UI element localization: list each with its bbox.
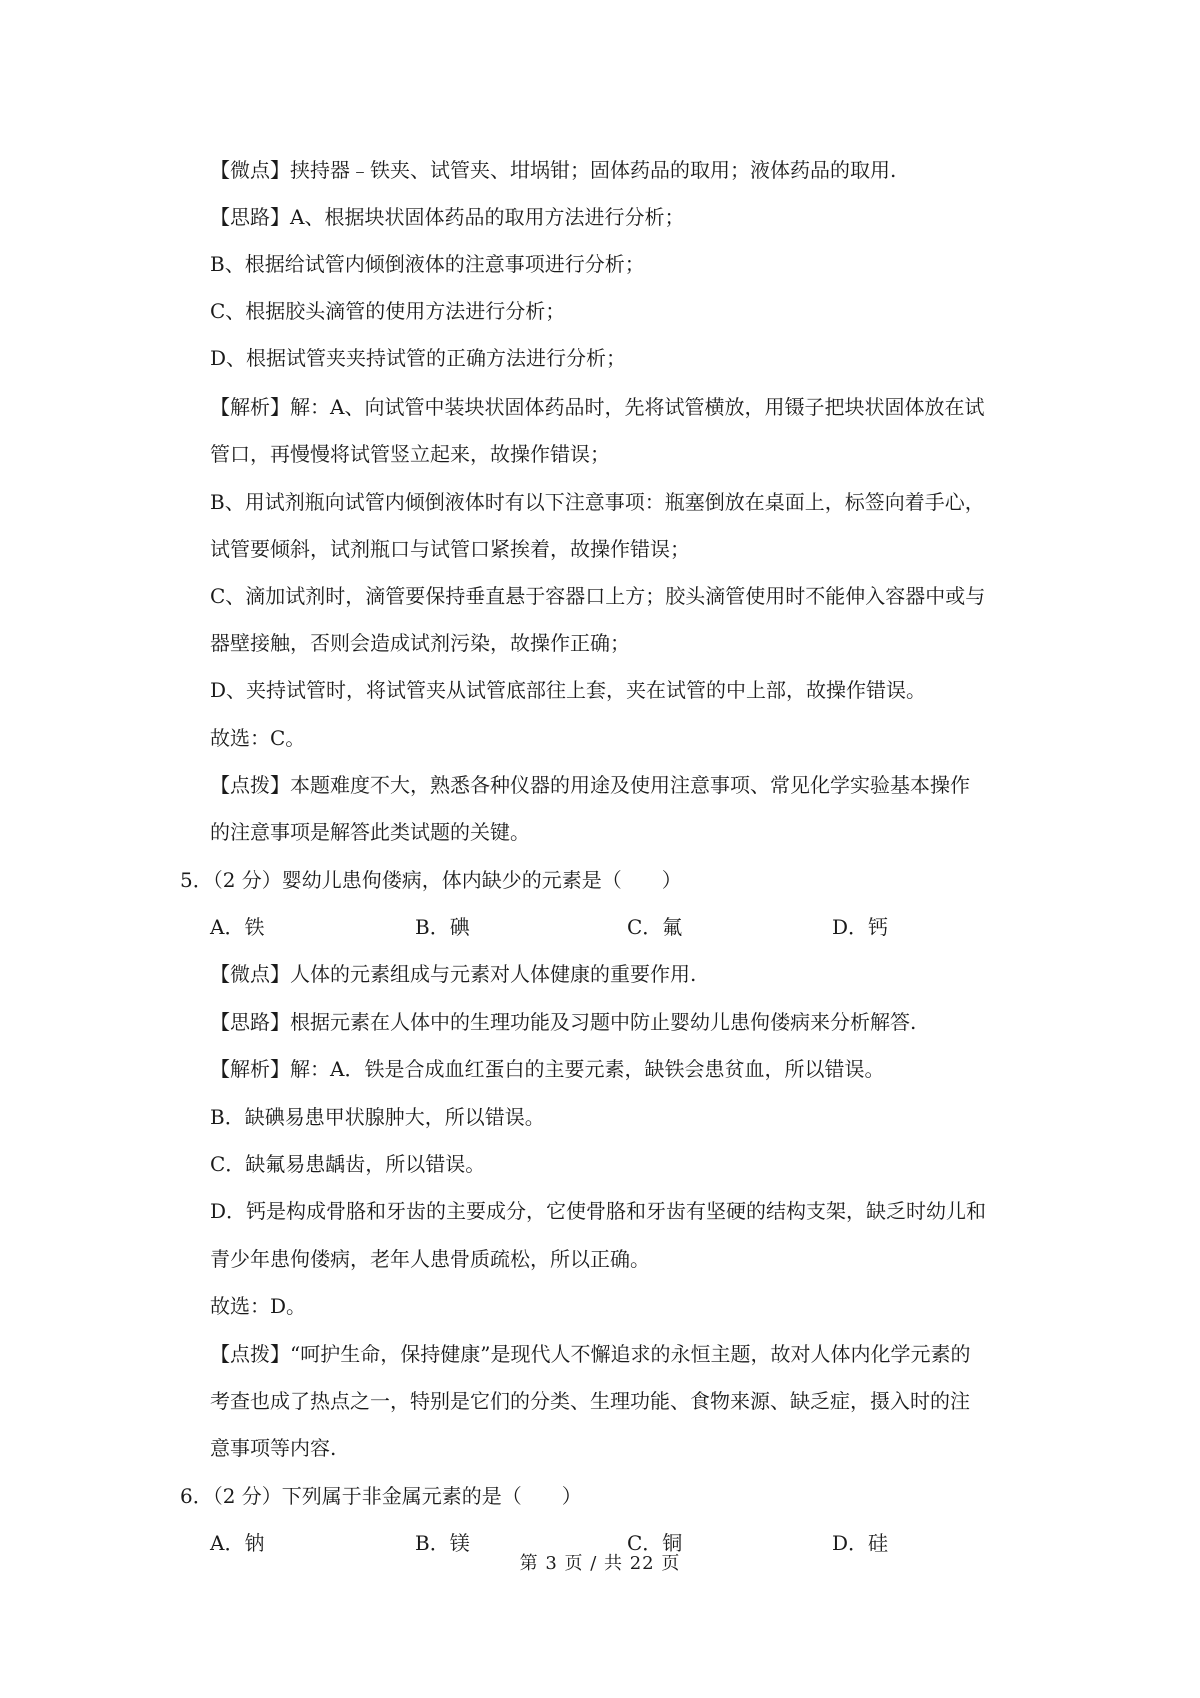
q4-jiexi-6: 器壁接触，否则会造成试剂污染，故操作正确； [210, 631, 630, 655]
q4-silu-c: C、根据胶头滴管的使用方法进行分析； [210, 299, 566, 323]
q5-dianbo-3: 意事项等内容. [210, 1436, 337, 1460]
q4-jiexi-7: D、夹持试管时，将试管夹从试管底部往上套，夹在试管的中上部，故操作错误。 [210, 678, 927, 702]
q4-jiexi-4: 试管要倾斜，试剂瓶口与试管口紧挨着，故操作错误； [210, 537, 690, 561]
q5-option-d: D．钙 [832, 915, 889, 939]
q5-stem: 5．（2 分）婴幼儿患佝偻病，体内缺少的元素是（ ） [180, 868, 682, 892]
q5-jiexi-4: D．钙是构成骨胳和牙齿的主要成分，它使骨胳和牙齿有坚硬的结构支架，缺乏时幼儿和 [210, 1199, 987, 1223]
q5-dianbo-2: 考查也成了热点之一，特别是它们的分类、生理功能、食物来源、缺乏症，摄入时的注 [210, 1389, 970, 1413]
q4-silu-d: D、根据试管夹夹持试管的正确方法进行分析； [210, 346, 627, 370]
q5-answer: 故选：D。 [210, 1294, 307, 1318]
q4-jiexi-2: 管口，再慢慢将试管竖立起来，故操作错误； [210, 442, 610, 466]
q6-option-a: A．钠 [210, 1531, 265, 1555]
q5-option-a: A．铁 [210, 915, 265, 939]
q4-jiexi-3: B、用试剂瓶向试管内倾倒液体时有以下注意事项：瓶塞倒放在桌面上，标签向着手心， [210, 490, 985, 514]
q6-option-c: C．铜 [627, 1531, 683, 1555]
q5-dianbo-1: 【点拨】“呵护生命，保持健康”是现代人不懈追求的永恒主题，故对人体内化学元素的 [210, 1342, 971, 1366]
q4-jiexi-5: C、滴加试剂时，滴管要保持垂直悬于容器口上方；胶头滴管使用时不能伸入容器中或与 [210, 584, 986, 608]
q5-jiexi-2: B．缺碘易患甲状腺肿大，所以错误。 [210, 1105, 545, 1129]
q5-silu: 【思路】根据元素在人体中的生理功能及习题中防止婴幼儿患佝偻病来分析解答. [210, 1010, 917, 1034]
q5-weidian: 【微点】人体的元素组成与元素对人体健康的重要作用. [210, 962, 697, 986]
q5-jiexi-1: 【解析】解：A．铁是合成血红蛋白的主要元素，缺铁会患贫血，所以错误。 [210, 1057, 885, 1081]
q4-weidian: 【微点】挟持器﹣铁夹、试管夹、坩埚钳；固体药品的取用；液体药品的取用. [210, 158, 897, 182]
q4-dianbo-2: 的注意事项是解答此类试题的关键。 [210, 820, 530, 844]
q5-option-b: B．碘 [415, 915, 470, 939]
q4-dianbo-1: 【点拨】本题难度不大，熟悉各种仪器的用途及使用注意事项、常见化学实验基本操作 [210, 773, 970, 797]
q4-jiexi-1: 【解析】解：A、向试管中装块状固体药品时，先将试管横放，用镊子把块状固体放在试 [210, 395, 985, 419]
q5-jiexi-5: 青少年患佝偻病，老年人患骨质疏松，所以正确。 [210, 1247, 650, 1271]
q4-silu-b: B、根据给试管内倾倒液体的注意事项进行分析； [210, 252, 645, 276]
page-footer: 第 3 页 / 共 22 页 [519, 1553, 681, 1574]
q6-option-b: B．镁 [415, 1531, 470, 1555]
q5-jiexi-3: C．缺氟易患龋齿，所以错误。 [210, 1152, 486, 1176]
q6-option-d: D．硅 [832, 1531, 889, 1555]
q5-option-c: C．氟 [627, 915, 683, 939]
q6-stem: 6．（2 分）下列属于非金属元素的是（ ） [180, 1484, 582, 1508]
q4-answer: 故选：C。 [210, 726, 306, 750]
q4-silu: 【思路】A、根据块状固体药品的取用方法进行分析； [210, 205, 685, 229]
